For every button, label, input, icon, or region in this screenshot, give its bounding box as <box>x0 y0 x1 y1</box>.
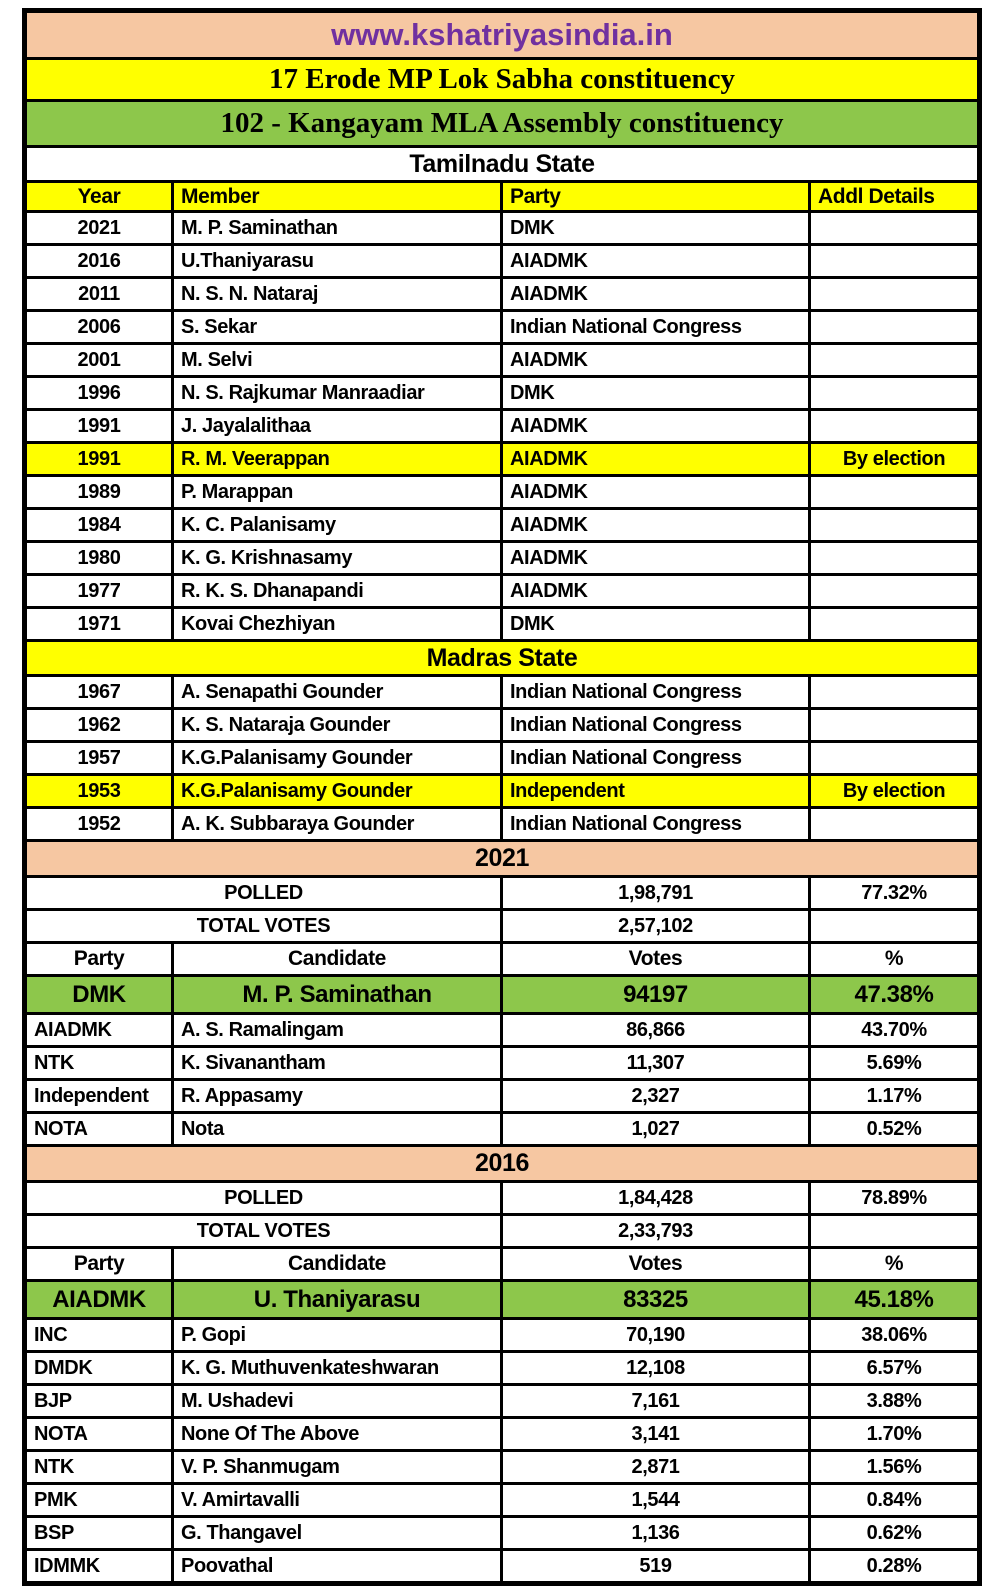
member-party: Indian National Congress <box>502 311 810 344</box>
total-votes-row <box>25 1215 980 1248</box>
member-party: AIADMK <box>502 509 810 542</box>
result-percent: 1.70% <box>810 1418 980 1451</box>
result-candidate: V. P. Shanmugam <box>173 1451 502 1484</box>
member-row <box>25 311 980 344</box>
result-party: AIADMK <box>25 1281 173 1319</box>
result-row <box>25 1550 980 1584</box>
polled-votes: 1,84,428 <box>502 1182 810 1215</box>
assembly-title-row <box>25 101 980 147</box>
result-votes: 2,871 <box>502 1451 810 1484</box>
result-candidate: Nota <box>173 1113 502 1146</box>
result-percent: 43.70% <box>810 1014 980 1047</box>
total-votes-percent-empty <box>810 1215 980 1248</box>
member-name: N. S. Rajkumar Manraadiar <box>173 377 502 410</box>
constituency-table <box>22 8 982 1586</box>
polled-percent: 78.89% <box>810 1182 980 1215</box>
member-row <box>25 212 980 245</box>
member-row <box>25 245 980 278</box>
member-addl-details <box>810 608 980 641</box>
winner-result-row <box>25 1281 980 1319</box>
state-header-madras: Madras State <box>25 641 980 676</box>
member-row <box>25 775 980 808</box>
member-year: 2011 <box>25 278 173 311</box>
column-header-addl-details: Addl Details <box>810 182 980 212</box>
polled-row <box>25 877 980 910</box>
member-name: S. Sekar <box>173 311 502 344</box>
member-row <box>25 676 980 709</box>
total-votes-label: TOTAL VOTES <box>25 1215 502 1248</box>
member-year: 1996 <box>25 377 173 410</box>
member-row <box>25 808 980 841</box>
result-candidate: None Of The Above <box>173 1418 502 1451</box>
member-party: AIADMK <box>502 542 810 575</box>
state-header-tamilnadu-row <box>25 147 980 182</box>
result-percent: 38.06% <box>810 1319 980 1352</box>
result-party: BSP <box>25 1517 173 1550</box>
member-party: AIADMK <box>502 278 810 311</box>
result-party: NTK <box>25 1047 173 1080</box>
masthead <box>25 11 980 212</box>
election-results-sections <box>25 841 980 1584</box>
result-candidate: K. Sivanantham <box>173 1047 502 1080</box>
election-year-header-row <box>25 1146 980 1182</box>
member-party: AIADMK <box>502 575 810 608</box>
state-header-madras-row <box>25 641 980 676</box>
result-candidate: M. Ushadevi <box>173 1385 502 1418</box>
member-addl-details <box>810 377 980 410</box>
member-addl-details <box>810 542 980 575</box>
result-party: Independent <box>25 1080 173 1113</box>
member-year: 1980 <box>25 542 173 575</box>
member-year: 2001 <box>25 344 173 377</box>
member-year: 2006 <box>25 311 173 344</box>
member-row <box>25 575 980 608</box>
result-candidate: G. Thangavel <box>173 1517 502 1550</box>
result-row <box>25 1319 980 1352</box>
member-party: Indian National Congress <box>502 742 810 775</box>
column-header-candidate: Candidate <box>173 1248 502 1281</box>
member-year: 1952 <box>25 808 173 841</box>
member-party: AIADMK <box>502 443 810 476</box>
result-candidate: Poovathal <box>173 1550 502 1584</box>
member-party: DMK <box>502 212 810 245</box>
result-party: NTK <box>25 1451 173 1484</box>
result-row <box>25 1014 980 1047</box>
member-party: Indian National Congress <box>502 676 810 709</box>
result-candidate: U. Thaniyarasu <box>173 1281 502 1319</box>
election-year-header: 2016 <box>25 1146 980 1182</box>
result-party: DMK <box>25 976 173 1014</box>
result-candidate: K. G. Muthuvenkateshwaran <box>173 1352 502 1385</box>
results-column-header-row <box>25 1248 980 1281</box>
column-header-party: Party <box>502 182 810 212</box>
result-percent: 0.52% <box>810 1113 980 1146</box>
result-party: NOTA <box>25 1113 173 1146</box>
result-row <box>25 1451 980 1484</box>
assembly-title: 102 - Kangayam MLA Assembly constituency <box>25 101 980 147</box>
lok-sabha-title: 17 Erode MP Lok Sabha constituency <box>25 59 980 101</box>
member-addl-details <box>810 808 980 841</box>
madras-header-section <box>25 641 980 676</box>
total-votes-row <box>25 910 980 943</box>
result-percent: 0.28% <box>810 1550 980 1584</box>
result-candidate: M. P. Saminathan <box>173 976 502 1014</box>
site-title-row <box>25 11 980 59</box>
result-party: IDMMK <box>25 1550 173 1584</box>
member-addl-details <box>810 476 980 509</box>
column-header-year: Year <box>25 182 173 212</box>
total-votes-label: TOTAL VOTES <box>25 910 502 943</box>
result-votes: 83325 <box>502 1281 810 1319</box>
polled-label: POLLED <box>25 1182 502 1215</box>
member-addl-details <box>810 410 980 443</box>
column-header-votes: Votes <box>502 943 810 976</box>
member-addl-details <box>810 509 980 542</box>
member-addl-details <box>810 575 980 608</box>
member-addl-details <box>810 278 980 311</box>
member-year: 2016 <box>25 245 173 278</box>
result-percent: 47.38% <box>810 976 980 1014</box>
member-name: M. Selvi <box>173 344 502 377</box>
member-name: P. Marappan <box>173 476 502 509</box>
total-votes-percent-empty <box>810 910 980 943</box>
member-year: 1971 <box>25 608 173 641</box>
member-name: A. Senapathi Gounder <box>173 676 502 709</box>
column-header-candidate: Candidate <box>173 943 502 976</box>
members-madras-section <box>25 676 980 841</box>
member-addl-details <box>810 212 980 245</box>
result-votes: 70,190 <box>502 1319 810 1352</box>
member-row <box>25 608 980 641</box>
member-party: Indian National Congress <box>502 709 810 742</box>
member-row <box>25 278 980 311</box>
member-row <box>25 709 980 742</box>
member-addl-details <box>810 676 980 709</box>
member-row <box>25 509 980 542</box>
result-row <box>25 1517 980 1550</box>
polled-percent: 77.32% <box>810 877 980 910</box>
result-party: DMDK <box>25 1352 173 1385</box>
member-row <box>25 542 980 575</box>
result-percent: 0.84% <box>810 1484 980 1517</box>
members-column-header-row <box>25 182 980 212</box>
member-year: 1989 <box>25 476 173 509</box>
total-votes-value: 2,57,102 <box>502 910 810 943</box>
member-year: 1962 <box>25 709 173 742</box>
result-row <box>25 1385 980 1418</box>
result-row <box>25 1080 980 1113</box>
member-addl-details <box>810 742 980 775</box>
state-header-tamilnadu: Tamilnadu State <box>25 147 980 182</box>
result-votes: 86,866 <box>502 1014 810 1047</box>
result-candidate: R. Appasamy <box>173 1080 502 1113</box>
result-row <box>25 1418 980 1451</box>
member-addl-details: By election <box>810 775 980 808</box>
member-party: Independent <box>502 775 810 808</box>
member-party: AIADMK <box>502 245 810 278</box>
result-votes: 2,327 <box>502 1080 810 1113</box>
member-party: DMK <box>502 377 810 410</box>
member-addl-details: By election <box>810 443 980 476</box>
column-header-party: Party <box>25 1248 173 1281</box>
member-year: 1957 <box>25 742 173 775</box>
result-percent: 45.18% <box>810 1281 980 1319</box>
member-name: K. G. Krishnasamy <box>173 542 502 575</box>
column-header-percent: % <box>810 1248 980 1281</box>
member-year: 1991 <box>25 410 173 443</box>
member-party: DMK <box>502 608 810 641</box>
member-name: R. M. Veerappan <box>173 443 502 476</box>
member-addl-details <box>810 311 980 344</box>
member-row <box>25 344 980 377</box>
polled-row <box>25 1182 980 1215</box>
lok-sabha-title-row <box>25 59 980 101</box>
results-column-header-row <box>25 943 980 976</box>
result-votes: 519 <box>502 1550 810 1584</box>
member-name: K.G.Palanisamy Gounder <box>173 742 502 775</box>
result-percent: 1.17% <box>810 1080 980 1113</box>
result-party: AIADMK <box>25 1014 173 1047</box>
result-party: PMK <box>25 1484 173 1517</box>
member-addl-details <box>810 245 980 278</box>
result-votes: 12,108 <box>502 1352 810 1385</box>
member-year: 1977 <box>25 575 173 608</box>
member-name: R. K. S. Dhanapandi <box>173 575 502 608</box>
result-candidate: A. S. Ramalingam <box>173 1014 502 1047</box>
site-title: www.kshatriyasindia.in <box>25 11 980 59</box>
member-year: 1984 <box>25 509 173 542</box>
result-votes: 1,544 <box>502 1484 810 1517</box>
members-tamilnadu-section <box>25 212 980 641</box>
result-candidate: V. Amirtavalli <box>173 1484 502 1517</box>
member-party: AIADMK <box>502 476 810 509</box>
member-name: Kovai Chezhiyan <box>173 608 502 641</box>
result-candidate: P. Gopi <box>173 1319 502 1352</box>
member-party: AIADMK <box>502 344 810 377</box>
member-name: U.Thaniyarasu <box>173 245 502 278</box>
total-votes-value: 2,33,793 <box>502 1215 810 1248</box>
column-header-percent: % <box>810 943 980 976</box>
result-percent: 0.62% <box>810 1517 980 1550</box>
member-year: 1967 <box>25 676 173 709</box>
member-row <box>25 443 980 476</box>
member-year: 2021 <box>25 212 173 245</box>
result-row <box>25 1352 980 1385</box>
member-name: K. C. Palanisamy <box>173 509 502 542</box>
member-party: Indian National Congress <box>502 808 810 841</box>
column-header-party: Party <box>25 943 173 976</box>
polled-label: POLLED <box>25 877 502 910</box>
member-name: K. S. Nataraja Gounder <box>173 709 502 742</box>
member-name: A. K. Subbaraya Gounder <box>173 808 502 841</box>
result-row <box>25 1047 980 1080</box>
result-party: BJP <box>25 1385 173 1418</box>
member-row <box>25 377 980 410</box>
member-row <box>25 410 980 443</box>
result-votes: 3,141 <box>502 1418 810 1451</box>
member-name: N. S. N. Nataraj <box>173 278 502 311</box>
member-year: 1953 <box>25 775 173 808</box>
column-header-votes: Votes <box>502 1248 810 1281</box>
member-name: K.G.Palanisamy Gounder <box>173 775 502 808</box>
result-party: NOTA <box>25 1418 173 1451</box>
result-percent: 1.56% <box>810 1451 980 1484</box>
result-votes: 1,136 <box>502 1517 810 1550</box>
member-row <box>25 742 980 775</box>
result-percent: 6.57% <box>810 1352 980 1385</box>
result-votes: 11,307 <box>502 1047 810 1080</box>
member-name: J. Jayalalithaa <box>173 410 502 443</box>
member-party: AIADMK <box>502 410 810 443</box>
member-year: 1991 <box>25 443 173 476</box>
polled-votes: 1,98,791 <box>502 877 810 910</box>
result-votes: 94197 <box>502 976 810 1014</box>
member-addl-details <box>810 709 980 742</box>
result-row <box>25 1113 980 1146</box>
result-votes: 1,027 <box>502 1113 810 1146</box>
result-percent: 5.69% <box>810 1047 980 1080</box>
result-percent: 3.88% <box>810 1385 980 1418</box>
winner-result-row <box>25 976 980 1014</box>
result-row <box>25 1484 980 1517</box>
result-party: INC <box>25 1319 173 1352</box>
member-row <box>25 476 980 509</box>
member-name: M. P. Saminathan <box>173 212 502 245</box>
member-addl-details <box>810 344 980 377</box>
result-votes: 7,161 <box>502 1385 810 1418</box>
election-year-header: 2021 <box>25 841 980 877</box>
column-header-member: Member <box>173 182 502 212</box>
election-year-header-row <box>25 841 980 877</box>
